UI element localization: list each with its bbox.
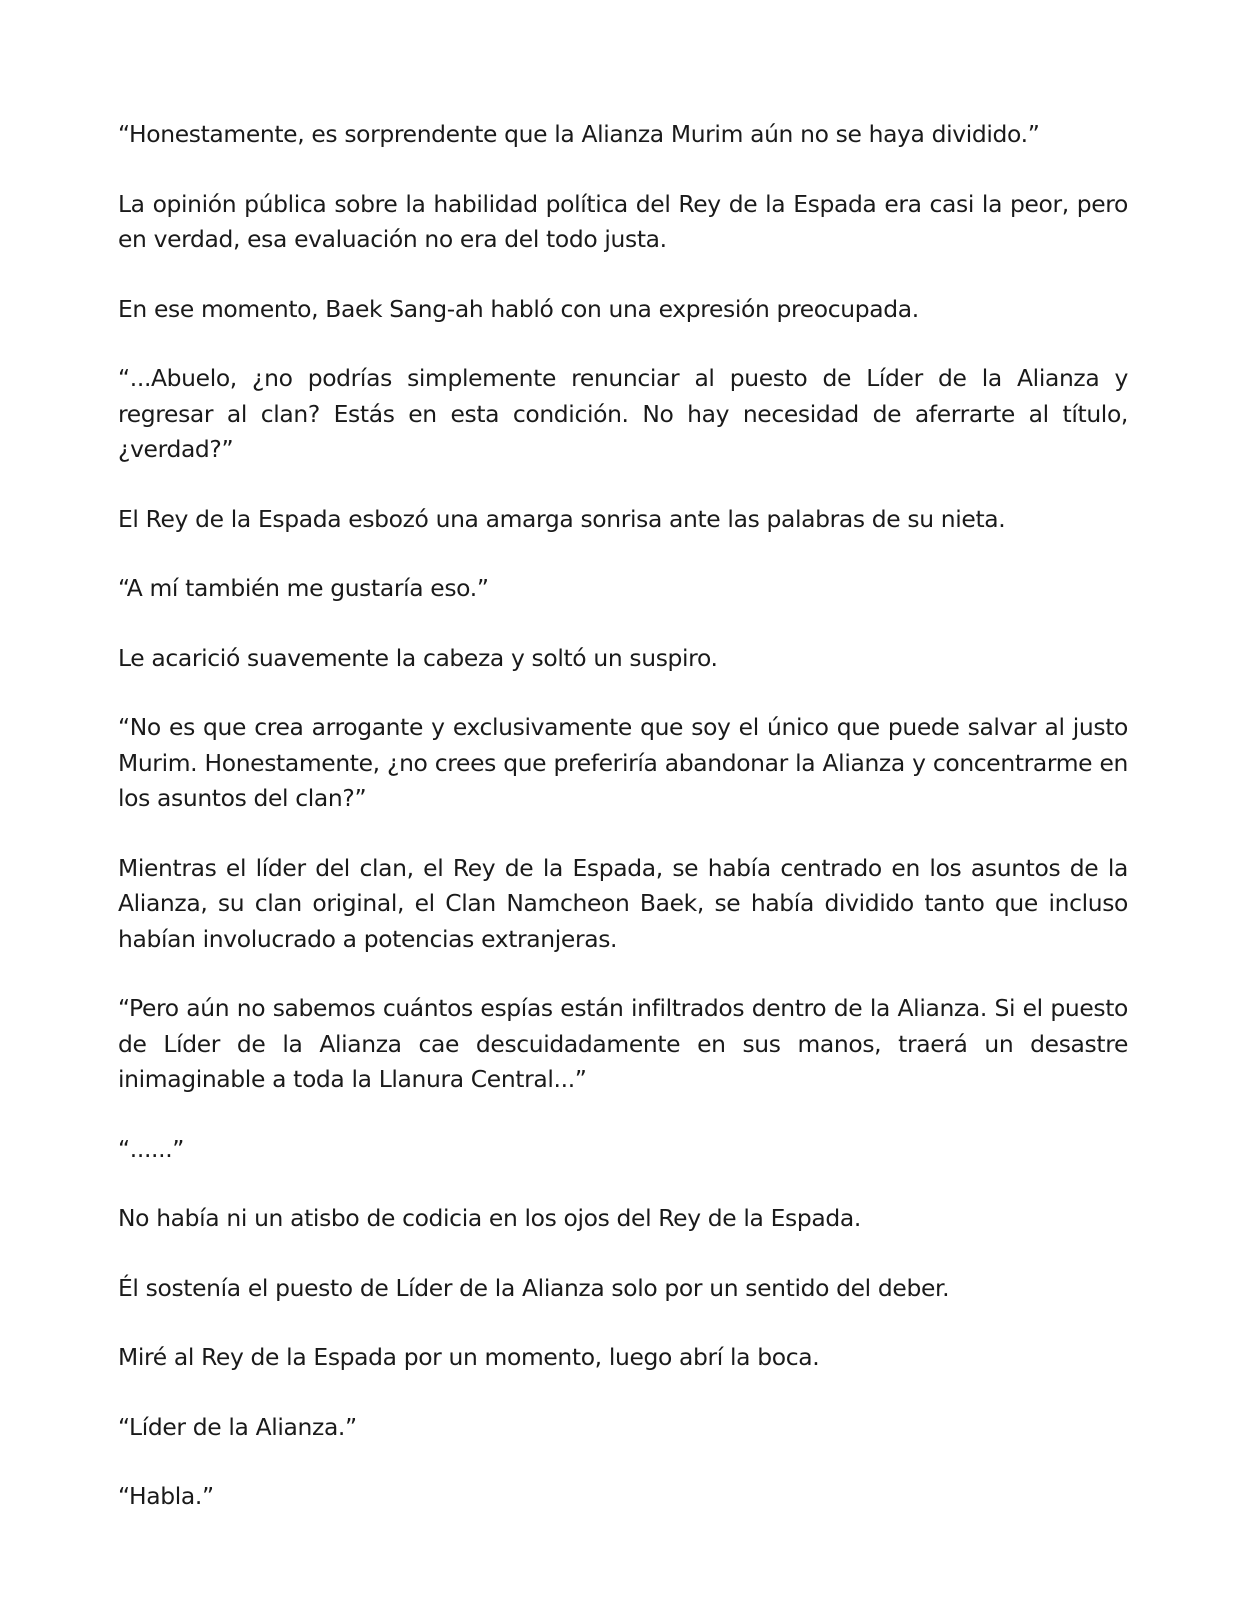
- paragraph: “...Abuelo, ¿no podrías simplemente renunciar al puesto de Líder de la Alianza y regresar al clan? Estás en esta condición. No hay necesidad de aferrarte al título, ¿verdad?”: [118, 364, 1128, 463]
- document-page: [118, 117, 1128, 1549]
- paragraph: La opinión pública sobre la habilidad política del Rey de la Espada era casi la peor, pero en verdad, esa evaluación no era del todo justa.: [118, 189, 1128, 253]
- paragraph: “......”: [118, 1134, 185, 1163]
- paragraph: Él sostenía el puesto de Líder de la Alianza solo por un sentido del deber.: [118, 1273, 950, 1302]
- paragraph: Miré al Rey de la Espada por un momento, luego abrí la boca.: [118, 1343, 820, 1371]
- paragraph: Le acarició suavemente la cabeza y soltó un suspiro.: [118, 643, 718, 672]
- paragraph: Mientras el líder del clan, el Rey de la Espada, se había centrado en los asuntos de la Alianza, su clan original, el Clan Namcheon Baek, se había dividido tanto que incluso habían involucrado a potencias extranjeras.: [118, 853, 1128, 953]
- paragraph: “Líder de la Alianza.”: [118, 1412, 357, 1441]
- paragraph: El Rey de la Espada esbozó una amarga sonrisa ante las palabras de su nieta.: [118, 504, 1006, 533]
- paragraph: “No es que crea arrogante y exclusivamente que soy el único que puede salvar al justo Murim. Honestamente, ¿no crees que preferiría abandonar la Alianza y concentrarme en los asuntos del clan?”: [118, 713, 1128, 812]
- paragraph: “Pero aún no sabemos cuántos espías están infiltrados dentro de la Alianza. Si el puesto de Líder de la Alianza cae descuidadamente en sus manos, traerá un desastre inimaginable a toda la Llanura Central...”: [118, 994, 1128, 1093]
- paragraph: “A mí también me gustaría eso.”: [118, 574, 489, 602]
- paragraph: No había ni un atisbo de codicia en los ojos del Rey de la Espada.: [118, 1204, 861, 1232]
- paragraph: “Habla.”: [118, 1482, 214, 1510]
- paragraph: “Honestamente, es sorprendente que la Alianza Murim aún no se haya dividido.”: [118, 120, 1040, 148]
- paragraph: En ese momento, Baek Sang-ah habló con una expresión preocupada.: [118, 294, 919, 323]
